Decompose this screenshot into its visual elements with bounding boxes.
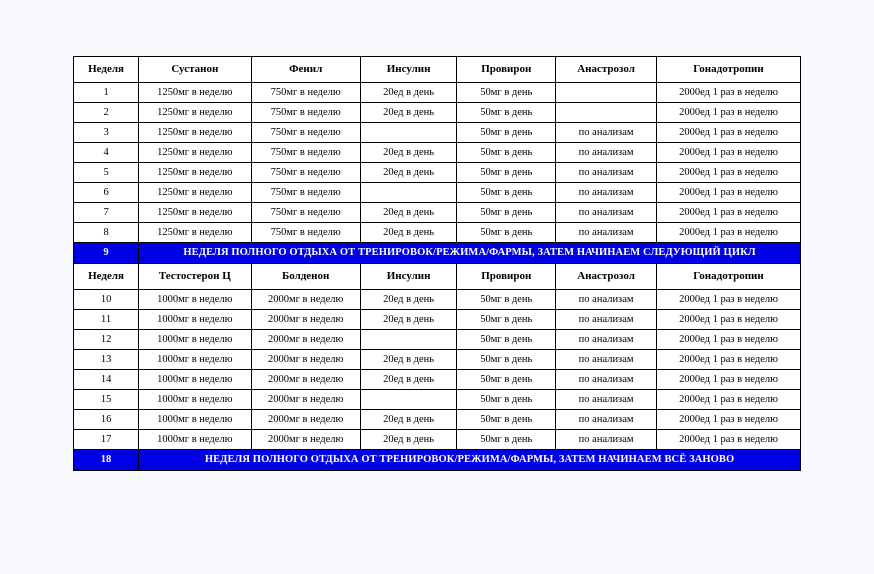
cell-week: 3 <box>74 123 139 143</box>
column-header-gonadotropin: Гонадотропин <box>657 264 801 290</box>
cell-proviron: 50мг в день <box>457 103 556 123</box>
cell-testosterone-c: 1000мг в неделю <box>139 310 251 330</box>
cell-testosterone-c: 1000мг в неделю <box>139 410 251 430</box>
cell-boldenone: 2000мг в неделю <box>251 390 360 410</box>
cell-week: 14 <box>74 370 139 390</box>
cell-anastrozole: по анализам <box>556 223 657 243</box>
cell-anastrozole: по анализам <box>556 290 657 310</box>
table-row <box>74 203 801 223</box>
cell-insulin: 20ед в день <box>360 163 457 183</box>
cell-phenyl: 750мг в неделю <box>251 203 360 223</box>
column-header-boldenone: Болденон <box>251 264 360 290</box>
cell-sustanon: 1250мг в неделю <box>139 203 251 223</box>
cell-week: 13 <box>74 350 139 370</box>
cell-insulin: 20ед в день <box>360 223 457 243</box>
table-row <box>74 390 801 410</box>
cell-anastrozole <box>556 83 657 103</box>
column-header-proviron: Провирон <box>457 264 556 290</box>
cell-boldenone: 2000мг в неделю <box>251 310 360 330</box>
cell-week: 2 <box>74 103 139 123</box>
cell-gonadotropin: 2000ед 1 раз в неделю <box>657 163 801 183</box>
cell-insulin: 20ед в день <box>360 290 457 310</box>
column-header-week: Неделя <box>74 264 139 290</box>
cell-proviron: 50мг в день <box>457 390 556 410</box>
table-row <box>74 143 801 163</box>
column-header-proviron: Провирон <box>457 57 556 83</box>
cell-phenyl: 750мг в неделю <box>251 183 360 203</box>
cell-week: 15 <box>74 390 139 410</box>
table-header-row-block1 <box>74 57 801 83</box>
cell-gonadotropin: 2000ед 1 раз в неделю <box>657 410 801 430</box>
cell-proviron: 50мг в день <box>457 83 556 103</box>
table-row <box>74 123 801 143</box>
cell-week: 11 <box>74 310 139 330</box>
cell-gonadotropin: 2000ед 1 раз в неделю <box>657 290 801 310</box>
cell-proviron: 50мг в день <box>457 290 556 310</box>
cell-gonadotropin: 2000ед 1 раз в неделю <box>657 183 801 203</box>
table-row <box>74 350 801 370</box>
cell-week: 16 <box>74 410 139 430</box>
cell-week: 9 <box>74 243 139 264</box>
table-row <box>74 163 801 183</box>
cell-gonadotropin: 2000ед 1 раз в неделю <box>657 430 801 450</box>
cell-week: 4 <box>74 143 139 163</box>
cell-gonadotropin: 2000ед 1 раз в неделю <box>657 370 801 390</box>
cell-sustanon: 1250мг в неделю <box>139 183 251 203</box>
cell-anastrozole: по анализам <box>556 330 657 350</box>
cell-boldenone: 2000мг в неделю <box>251 350 360 370</box>
column-header-phenyl: Фенил <box>251 57 360 83</box>
cell-proviron: 50мг в день <box>457 203 556 223</box>
cell-sustanon: 1250мг в неделю <box>139 223 251 243</box>
cell-anastrozole: по анализам <box>556 410 657 430</box>
cell-week: 10 <box>74 290 139 310</box>
table-header-row-block2 <box>74 264 801 290</box>
cell-testosterone-c: 1000мг в неделю <box>139 350 251 370</box>
cell-insulin <box>360 390 457 410</box>
cell-anastrozole: по анализам <box>556 143 657 163</box>
cell-proviron: 50мг в день <box>457 350 556 370</box>
cell-insulin: 20ед в день <box>360 143 457 163</box>
cell-testosterone-c: 1000мг в неделю <box>139 330 251 350</box>
cell-anastrozole: по анализам <box>556 203 657 223</box>
table-row <box>74 430 801 450</box>
cell-anastrozole: по анализам <box>556 183 657 203</box>
table-row <box>74 330 801 350</box>
cell-phenyl: 750мг в неделю <box>251 143 360 163</box>
cell-proviron: 50мг в день <box>457 163 556 183</box>
column-header-week: Неделя <box>74 57 139 83</box>
cell-insulin: 20ед в день <box>360 350 457 370</box>
cell-anastrozole: по анализам <box>556 370 657 390</box>
cell-boldenone: 2000мг в неделю <box>251 330 360 350</box>
cycle-plan-table <box>73 56 801 471</box>
cell-gonadotropin: 2000ед 1 раз в неделю <box>657 203 801 223</box>
table-row <box>74 290 801 310</box>
cell-week: 17 <box>74 430 139 450</box>
column-header-testosterone-c: Тестостерон Ц <box>139 264 251 290</box>
cell-anastrozole: по анализам <box>556 310 657 330</box>
cell-insulin <box>360 123 457 143</box>
cell-proviron: 50мг в день <box>457 143 556 163</box>
cell-gonadotropin: 2000ед 1 раз в неделю <box>657 223 801 243</box>
cell-phenyl: 750мг в неделю <box>251 83 360 103</box>
cell-phenyl: 750мг в неделю <box>251 163 360 183</box>
table-body <box>74 57 801 471</box>
cell-proviron: 50мг в день <box>457 430 556 450</box>
cell-insulin <box>360 183 457 203</box>
cell-insulin: 20ед в день <box>360 370 457 390</box>
cell-gonadotropin: 2000ед 1 раз в неделю <box>657 330 801 350</box>
table-row <box>74 310 801 330</box>
table-row <box>74 410 801 430</box>
cell-gonadotropin: 2000ед 1 раз в неделю <box>657 310 801 330</box>
cell-gonadotropin: 2000ед 1 раз в неделю <box>657 123 801 143</box>
column-header-insulin: Инсулин <box>360 57 457 83</box>
cell-week: 6 <box>74 183 139 203</box>
cell-proviron: 50мг в день <box>457 223 556 243</box>
cell-week: 5 <box>74 163 139 183</box>
column-header-anastrozole: Анастрозол <box>556 264 657 290</box>
cell-testosterone-c: 1000мг в неделю <box>139 290 251 310</box>
cell-sustanon: 1250мг в неделю <box>139 103 251 123</box>
column-header-insulin: Инсулин <box>360 264 457 290</box>
rest-week-row-9 <box>74 243 801 264</box>
cell-proviron: 50мг в день <box>457 330 556 350</box>
cell-insulin: 20ед в день <box>360 203 457 223</box>
cell-insulin: 20ед в день <box>360 83 457 103</box>
cell-gonadotropin: 2000ед 1 раз в неделю <box>657 390 801 410</box>
cell-testosterone-c: 1000мг в неделю <box>139 430 251 450</box>
cell-week: 8 <box>74 223 139 243</box>
cell-boldenone: 2000мг в неделю <box>251 430 360 450</box>
cell-phenyl: 750мг в неделю <box>251 103 360 123</box>
cell-week: 1 <box>74 83 139 103</box>
cell-week: 18 <box>74 450 139 471</box>
cell-phenyl: 750мг в неделю <box>251 223 360 243</box>
cell-gonadotropin: 2000ед 1 раз в неделю <box>657 103 801 123</box>
cell-boldenone: 2000мг в неделю <box>251 410 360 430</box>
table-row <box>74 103 801 123</box>
cell-proviron: 50мг в день <box>457 410 556 430</box>
cell-proviron: 50мг в день <box>457 183 556 203</box>
cell-testosterone-c: 1000мг в неделю <box>139 390 251 410</box>
cell-proviron: 50мг в день <box>457 310 556 330</box>
cell-anastrozole: по анализам <box>556 390 657 410</box>
cell-boldenone: 2000мг в неделю <box>251 370 360 390</box>
cell-insulin: 20ед в день <box>360 103 457 123</box>
cell-gonadotropin: 2000ед 1 раз в неделю <box>657 83 801 103</box>
cell-anastrozole: по анализам <box>556 350 657 370</box>
cell-sustanon: 1250мг в неделю <box>139 163 251 183</box>
rest-week-note: НЕДЕЛЯ ПОЛНОГО ОТДЫХА ОТ ТРЕНИРОВОК/РЕЖИМА/ФАРМЫ, ЗАТЕМ НАЧИНАЕМ ВСЁ ЗАНОВО <box>139 450 801 471</box>
cell-anastrozole: по анализам <box>556 163 657 183</box>
cell-sustanon: 1250мг в неделю <box>139 143 251 163</box>
cell-sustanon: 1250мг в неделю <box>139 83 251 103</box>
cell-proviron: 50мг в день <box>457 123 556 143</box>
cell-boldenone: 2000мг в неделю <box>251 290 360 310</box>
cell-insulin: 20ед в день <box>360 430 457 450</box>
rest-week-note: НЕДЕЛЯ ПОЛНОГО ОТДЫХА ОТ ТРЕНИРОВОК/РЕЖИМА/ФАРМЫ, ЗАТЕМ НАЧИНАЕМ СЛЕДУЮЩИЙ ЦИКЛ <box>139 243 801 264</box>
cell-gonadotropin: 2000ед 1 раз в неделю <box>657 143 801 163</box>
cycle-plan-sheet <box>73 56 801 471</box>
table-row <box>74 83 801 103</box>
cell-proviron: 50мг в день <box>457 370 556 390</box>
table-row <box>74 223 801 243</box>
rest-week-row-18 <box>74 450 801 471</box>
cell-insulin: 20ед в день <box>360 410 457 430</box>
column-header-sustanon: Сустанон <box>139 57 251 83</box>
column-header-gonadotropin: Гонадотропин <box>657 57 801 83</box>
column-header-anastrozole: Анастрозол <box>556 57 657 83</box>
cell-sustanon: 1250мг в неделю <box>139 123 251 143</box>
cell-gonadotropin: 2000ед 1 раз в неделю <box>657 350 801 370</box>
cell-anastrozole: по анализам <box>556 430 657 450</box>
table-row <box>74 183 801 203</box>
cell-insulin <box>360 330 457 350</box>
cell-week: 7 <box>74 203 139 223</box>
cell-phenyl: 750мг в неделю <box>251 123 360 143</box>
cell-insulin: 20ед в день <box>360 310 457 330</box>
table-row <box>74 370 801 390</box>
cell-testosterone-c: 1000мг в неделю <box>139 370 251 390</box>
cell-anastrozole <box>556 103 657 123</box>
cell-week: 12 <box>74 330 139 350</box>
cell-anastrozole: по анализам <box>556 123 657 143</box>
